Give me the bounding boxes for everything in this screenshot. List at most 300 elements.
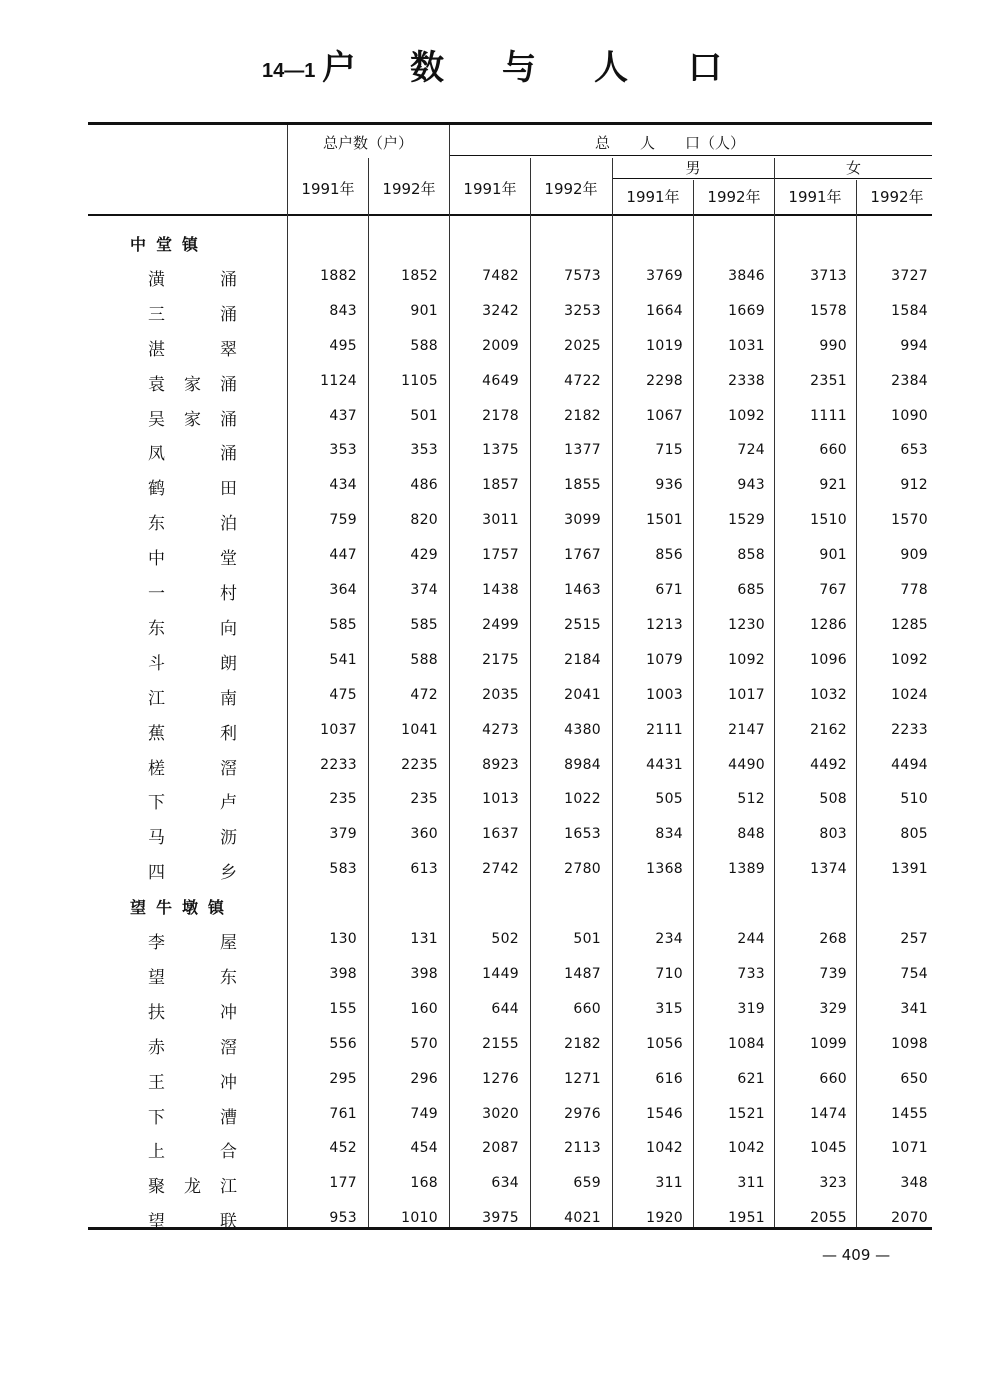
table-cell: 1669 (728, 302, 765, 319)
table-cell: 1099 (810, 1035, 847, 1052)
table-cell: 1449 (482, 965, 519, 982)
table-cell: 7482 (482, 267, 519, 284)
page-number: — 409 — (822, 1246, 891, 1264)
table-cell: 452 (329, 1140, 357, 1157)
table-cell: 1092 (728, 407, 765, 424)
table-cell: 360 (410, 826, 438, 843)
table-cell: 1584 (891, 302, 928, 319)
row-name: 涌 (220, 374, 237, 395)
table-cell: 858 (737, 547, 765, 564)
table-cell: 1529 (728, 512, 765, 529)
table-cell: 1570 (891, 512, 928, 529)
table-cell: 921 (819, 477, 847, 494)
table-cell: 588 (410, 651, 438, 668)
title-char-2: 数 (410, 48, 444, 88)
table-cell: 434 (329, 477, 357, 494)
table-cell: 805 (900, 826, 928, 843)
year-header: 1992年 (544, 180, 598, 198)
table-cell: 398 (329, 965, 357, 982)
table-cell: 2235 (401, 756, 438, 773)
table-cell: 585 (410, 616, 438, 633)
table-cell: 994 (900, 337, 928, 354)
row-name: 东 (220, 967, 237, 988)
row-name: 四 (148, 863, 165, 884)
row-name: 南 (220, 688, 237, 709)
table-cell: 541 (329, 651, 357, 668)
table-cell: 754 (900, 965, 928, 982)
row-name: 堂 (220, 549, 237, 570)
row-name: 鹤 (148, 479, 165, 500)
table-cell: 556 (329, 1035, 357, 1052)
table-cell: 1092 (891, 651, 928, 668)
row-name: 凤 (148, 444, 165, 465)
table-cell: 613 (410, 861, 438, 878)
table-cell: 1285 (891, 616, 928, 633)
row-name: 东 (148, 514, 165, 535)
table-cell: 364 (329, 582, 357, 598)
table-cell: 3769 (646, 267, 683, 284)
table-cell: 257 (900, 931, 928, 947)
table-cell: 733 (737, 965, 765, 982)
row-name: 槎 (148, 758, 165, 779)
table-cell: 803 (819, 826, 847, 843)
row-name: 龙 (184, 1177, 201, 1198)
table-cell: 1463 (564, 582, 601, 598)
table-cell: 2178 (482, 407, 519, 424)
table-cell: 749 (410, 1105, 438, 1122)
table-cell: 454 (410, 1140, 438, 1157)
table-cell: 2233 (891, 721, 928, 738)
table-cell: 1041 (401, 721, 438, 738)
row-name: 乡 (220, 863, 237, 884)
table-cell: 4494 (891, 756, 928, 773)
table-cell: 739 (819, 965, 847, 982)
table-cell: 2515 (564, 616, 601, 633)
table-cell: 2155 (482, 1035, 519, 1052)
table-cell: 3846 (728, 267, 765, 284)
row-name: 蕉 (148, 723, 165, 744)
table-cell: 767 (819, 582, 847, 598)
row-name: 湛 (148, 339, 165, 360)
table-cell: 341 (900, 1000, 928, 1017)
table-cell: 2025 (564, 337, 601, 354)
table-cell: 1010 (401, 1210, 438, 1227)
table-cell: 1487 (564, 965, 601, 982)
table-cell: 1090 (891, 407, 928, 424)
table-cell: 1017 (728, 686, 765, 703)
male-header: 男 (685, 159, 701, 177)
row-name: 朗 (220, 653, 237, 674)
table-cell: 4492 (810, 756, 847, 773)
table-cell: 1022 (564, 791, 601, 808)
row-name: 江 (220, 1177, 237, 1198)
table-cell: 486 (410, 477, 438, 494)
table-cell: 834 (655, 826, 683, 843)
table-cell: 990 (819, 337, 847, 354)
table-cell: 1757 (482, 547, 519, 564)
title-char-5: 口 (688, 48, 722, 88)
title-char-1: 户 (322, 48, 356, 88)
table-cell: 1042 (646, 1140, 683, 1157)
table-cell: 2976 (564, 1105, 601, 1122)
table-cell: 3975 (482, 1210, 519, 1227)
table-cell: 2147 (728, 721, 765, 738)
row-name: 卢 (220, 793, 237, 814)
population-header: 总 人 口（人） (594, 134, 745, 152)
row-name: 滘 (220, 758, 237, 779)
table-cell: 1032 (810, 686, 847, 703)
row-name: 上 (148, 1142, 165, 1163)
table-cell: 7573 (564, 267, 601, 284)
table-cell: 155 (329, 1000, 357, 1017)
row-name: 李 (148, 933, 165, 953)
row-name: 涌 (220, 304, 237, 325)
table-cell: 1124 (320, 372, 357, 389)
table-cell: 3713 (810, 267, 847, 284)
table-cell: 244 (737, 931, 765, 947)
table-cell: 1037 (320, 721, 357, 738)
row-name: 马 (148, 828, 165, 849)
table-cell: 8984 (564, 756, 601, 773)
table-cell: 1276 (482, 1070, 519, 1087)
gender-subrule (613, 178, 932, 179)
table-cell: 671 (655, 582, 683, 598)
table-cell: 512 (737, 791, 765, 808)
table-cell: 2113 (564, 1140, 601, 1157)
table-cell: 374 (410, 582, 438, 598)
table-cell: 710 (655, 965, 683, 982)
table-cell: 660 (573, 1000, 601, 1017)
table-cell: 1230 (728, 616, 765, 633)
table-cell: 2055 (810, 1210, 847, 1227)
table-cell: 936 (655, 477, 683, 494)
year-header: 1991年 (301, 180, 355, 198)
table-cell: 3242 (482, 302, 519, 319)
table-cell: 4431 (646, 756, 683, 773)
table-cell: 650 (900, 1070, 928, 1087)
group-heading: 中堂镇 (130, 235, 209, 254)
table-cell: 715 (655, 442, 683, 459)
row-name: 一 (148, 584, 165, 604)
row-name: 村 (220, 584, 237, 604)
row-name: 家 (184, 409, 201, 430)
group-heading: 望牛墩镇 (130, 898, 235, 918)
table-cell: 759 (329, 512, 357, 529)
column-divider (287, 125, 288, 1227)
table-cell: 437 (329, 407, 357, 424)
row-name: 泊 (220, 514, 237, 535)
row-name: 冲 (220, 1072, 237, 1093)
row-name: 斗 (148, 653, 165, 674)
title-char-4: 人 (594, 48, 628, 88)
table-cell: 1501 (646, 512, 683, 529)
table-cell: 1003 (646, 686, 683, 703)
table-cell: 4490 (728, 756, 765, 773)
table-cell: 502 (491, 931, 519, 947)
table-cell: 1213 (646, 616, 683, 633)
table-cell: 1019 (646, 337, 683, 354)
row-name: 利 (220, 723, 237, 744)
year-header: 1992年 (870, 188, 924, 206)
table-cell: 501 (573, 931, 601, 947)
row-name: 东 (148, 618, 165, 639)
table-cell: 1391 (891, 861, 928, 878)
table-cell: 1521 (728, 1105, 765, 1122)
table-cell: 447 (329, 547, 357, 564)
row-name: 下 (148, 793, 165, 814)
row-name: 合 (220, 1142, 237, 1163)
table-cell: 1375 (482, 442, 519, 459)
table-cell: 644 (491, 1000, 519, 1017)
column-divider (449, 125, 450, 1227)
table-cell: 160 (410, 1000, 438, 1017)
table-cell: 1286 (810, 616, 847, 633)
female-header: 女 (845, 159, 861, 177)
table-cell: 2780 (564, 861, 601, 878)
table-cell: 660 (819, 442, 847, 459)
table-cell: 1653 (564, 826, 601, 843)
table-cell: 1377 (564, 442, 601, 459)
row-name: 潢 (148, 269, 165, 290)
table-cell: 912 (900, 477, 928, 494)
table-cell: 348 (900, 1175, 928, 1192)
row-name: 中 (148, 549, 165, 570)
table-cell: 311 (655, 1175, 683, 1192)
table-cell: 1852 (401, 267, 438, 284)
table-cell: 3020 (482, 1105, 519, 1122)
table-cell: 2009 (482, 337, 519, 354)
table-cell: 329 (819, 1000, 847, 1017)
table-cell: 429 (410, 547, 438, 564)
table-cell: 588 (410, 337, 438, 354)
table-cell: 501 (410, 407, 438, 424)
table-cell: 4273 (482, 721, 519, 738)
table-cell: 1096 (810, 651, 847, 668)
table-cell: 1105 (401, 372, 438, 389)
table-cell: 856 (655, 547, 683, 564)
table-cell: 311 (737, 1175, 765, 1192)
table-cell: 909 (900, 547, 928, 564)
table-cell: 235 (410, 791, 438, 808)
table-cell: 1374 (810, 861, 847, 878)
table-cell: 2087 (482, 1140, 519, 1157)
table-cell: 2499 (482, 616, 519, 633)
table-cell: 1098 (891, 1035, 928, 1052)
table-cell: 3727 (891, 267, 928, 284)
page-title (0, 40, 1000, 100)
table-cell: 616 (655, 1070, 683, 1087)
table-cell: 660 (819, 1070, 847, 1087)
table-cell: 1092 (728, 651, 765, 668)
table-cell: 2035 (482, 686, 519, 703)
table-cell: 1855 (564, 477, 601, 494)
table-cell: 953 (329, 1210, 357, 1227)
table-cell: 1857 (482, 477, 519, 494)
table-cell: 2384 (891, 372, 928, 389)
table-number: 14—1 (262, 60, 316, 82)
row-name: 吴 (148, 409, 165, 430)
table-cell: 1455 (891, 1105, 928, 1122)
table-cell: 1389 (728, 861, 765, 878)
table-cell: 4021 (564, 1210, 601, 1227)
table-cell: 168 (410, 1175, 438, 1192)
row-name: 望 (148, 967, 165, 988)
table-cell: 3253 (564, 302, 601, 319)
year-header: 1992年 (707, 188, 761, 206)
table-cell: 510 (900, 791, 928, 808)
table-cell: 296 (410, 1070, 438, 1087)
row-name: 联 (220, 1212, 237, 1233)
table-cell: 505 (655, 791, 683, 808)
row-name: 袁 (148, 374, 165, 395)
table-cell: 2111 (646, 721, 683, 738)
year-header: 1991年 (788, 188, 842, 206)
table-cell: 379 (329, 826, 357, 843)
row-name: 翠 (220, 339, 237, 360)
row-name: 屋 (220, 933, 237, 953)
table-cell: 234 (655, 931, 683, 947)
row-name: 滘 (220, 1037, 237, 1058)
table-cell: 2182 (564, 407, 601, 424)
row-name: 扶 (148, 1002, 165, 1023)
table-cell: 315 (655, 1000, 683, 1017)
table-cell: 4649 (482, 372, 519, 389)
table-cell: 131 (410, 931, 438, 947)
table-cell: 1920 (646, 1210, 683, 1227)
table-cell: 901 (819, 547, 847, 564)
table-cell: 295 (329, 1070, 357, 1087)
table-cell: 570 (410, 1035, 438, 1052)
bottom-rule (88, 1227, 932, 1230)
table-cell: 398 (410, 965, 438, 982)
table-cell: 2233 (320, 756, 357, 773)
table-cell: 323 (819, 1175, 847, 1192)
table-cell: 1024 (891, 686, 928, 703)
table-cell: 1474 (810, 1105, 847, 1122)
row-name: 涌 (220, 269, 237, 290)
table-cell: 1079 (646, 651, 683, 668)
year-header: 1991年 (626, 188, 680, 206)
table-cell: 621 (737, 1070, 765, 1087)
table-cell: 901 (410, 302, 438, 319)
table-cell: 2070 (891, 1210, 928, 1227)
table-cell: 1271 (564, 1070, 601, 1087)
table-cell: 3099 (564, 512, 601, 529)
table-cell: 1951 (728, 1210, 765, 1227)
table-cell: 268 (819, 931, 847, 947)
table-cell: 1510 (810, 512, 847, 529)
table-cell: 3011 (482, 512, 519, 529)
table-cell: 761 (329, 1105, 357, 1122)
row-name: 聚 (148, 1177, 165, 1198)
table-cell: 177 (329, 1175, 357, 1192)
row-name: 下 (148, 1107, 165, 1128)
row-name: 江 (148, 688, 165, 709)
table-cell: 2041 (564, 686, 601, 703)
table-cell: 778 (900, 582, 928, 598)
row-name: 涌 (220, 409, 237, 430)
table-cell: 1578 (810, 302, 847, 319)
row-name: 田 (220, 479, 237, 500)
table-cell: 2175 (482, 651, 519, 668)
population-subrule (450, 155, 932, 156)
table-cell: 1637 (482, 826, 519, 843)
table-cell: 353 (329, 442, 357, 459)
table-cell: 2742 (482, 861, 519, 878)
row-name: 向 (220, 618, 237, 639)
header-bottom-rule (88, 214, 932, 216)
table-cell: 4722 (564, 372, 601, 389)
title-char-3: 与 (502, 48, 536, 88)
table-cell: 2351 (810, 372, 847, 389)
table-cell: 653 (900, 442, 928, 459)
row-name: 三 (148, 304, 165, 325)
table-cell: 1438 (482, 582, 519, 598)
year-header: 1991年 (463, 180, 517, 198)
table-cell: 2184 (564, 651, 601, 668)
table-cell: 130 (329, 931, 357, 947)
table-cell: 508 (819, 791, 847, 808)
table-cell: 1111 (810, 407, 847, 424)
table-cell: 1071 (891, 1140, 928, 1157)
table-cell: 472 (410, 686, 438, 703)
table-cell: 2298 (646, 372, 683, 389)
row-name: 赤 (148, 1037, 165, 1058)
table-cell: 319 (737, 1000, 765, 1017)
table-cell: 685 (737, 582, 765, 598)
year-header: 1992年 (382, 180, 436, 198)
row-name: 王 (148, 1072, 165, 1093)
households-header: 总户数（户） (322, 134, 413, 152)
top-rule (88, 122, 932, 125)
table-cell: 1013 (482, 791, 519, 808)
table-cell: 495 (329, 337, 357, 354)
table-cell: 8923 (482, 756, 519, 773)
row-name: 涌 (220, 444, 237, 465)
table-cell: 843 (329, 302, 357, 319)
row-name: 望 (148, 1212, 165, 1233)
table-cell: 1084 (728, 1035, 765, 1052)
table-cell: 1767 (564, 547, 601, 564)
table-cell: 2182 (564, 1035, 601, 1052)
table-cell: 1067 (646, 407, 683, 424)
table-cell: 4380 (564, 721, 601, 738)
table-cell: 1042 (728, 1140, 765, 1157)
table-cell: 1045 (810, 1140, 847, 1157)
table-cell: 1368 (646, 861, 683, 878)
table-cell: 1664 (646, 302, 683, 319)
table-cell: 2338 (728, 372, 765, 389)
table-cell: 634 (491, 1175, 519, 1192)
table-cell: 2162 (810, 721, 847, 738)
table-cell: 943 (737, 477, 765, 494)
row-name: 漕 (220, 1107, 237, 1128)
row-name: 家 (184, 374, 201, 395)
table-cell: 1546 (646, 1105, 683, 1122)
table-cell: 585 (329, 616, 357, 633)
table-cell: 1882 (320, 267, 357, 284)
table-cell: 583 (329, 861, 357, 878)
table-cell: 1056 (646, 1035, 683, 1052)
row-name: 冲 (220, 1002, 237, 1023)
table-cell: 659 (573, 1175, 601, 1192)
table-cell: 353 (410, 442, 438, 459)
table-cell: 724 (737, 442, 765, 459)
table-cell: 848 (737, 826, 765, 843)
table-cell: 475 (329, 686, 357, 703)
table-cell: 1031 (728, 337, 765, 354)
table-cell: 235 (329, 791, 357, 808)
